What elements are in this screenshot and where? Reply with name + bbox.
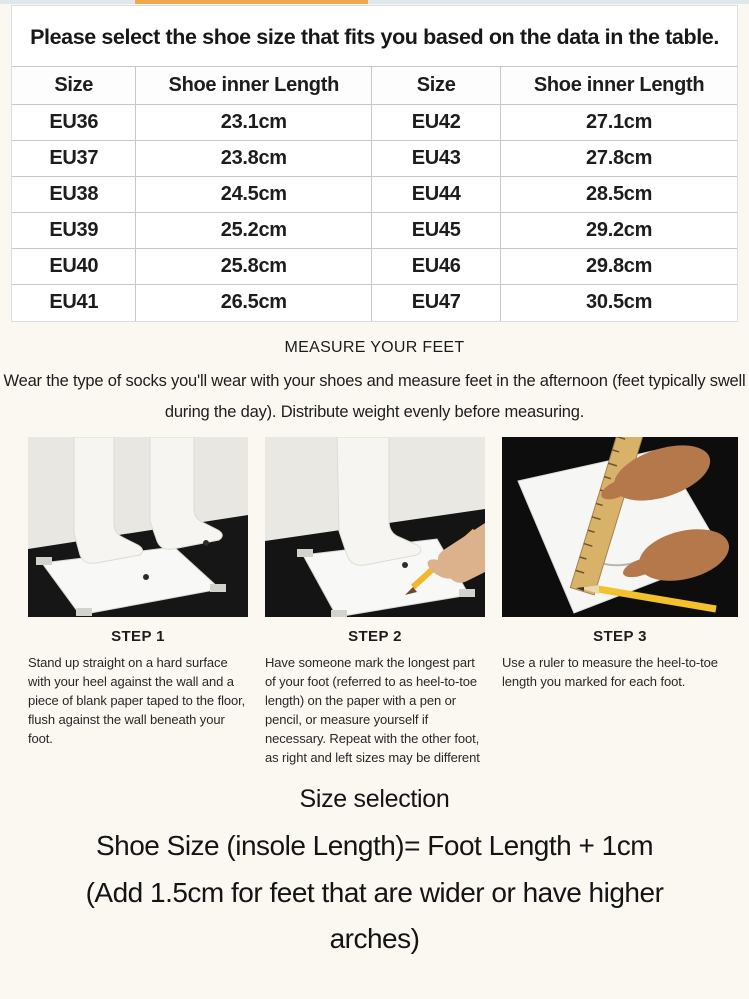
size-cell: EU44 <box>372 177 501 213</box>
step-2-column <box>265 437 485 767</box>
length-cell: 23.8cm <box>136 141 372 177</box>
length-cell: 26.5cm <box>136 285 372 321</box>
size-cell: EU40 <box>12 249 136 285</box>
length-cell: 30.5cm <box>501 285 737 321</box>
hands-measuring-with-ruler-photo <box>502 437 738 617</box>
size-cell: EU37 <box>12 141 136 177</box>
step-3-column <box>502 437 738 767</box>
length-cell: 27.1cm <box>501 105 737 141</box>
table-row <box>12 141 737 177</box>
size-cell: EU43 <box>372 141 501 177</box>
table-row <box>12 213 737 249</box>
size-cell: EU38 <box>12 177 136 213</box>
table-row <box>12 285 737 321</box>
column-header-length-left: Shoe inner Length <box>136 67 372 105</box>
table-row <box>12 177 737 213</box>
step-2-label: STEP 2 <box>348 627 402 645</box>
length-cell: 24.5cm <box>136 177 372 213</box>
measure-your-feet-heading: MEASURE YOUR FEET <box>284 338 465 356</box>
step-1-column <box>28 437 248 767</box>
size-cell: EU45 <box>372 213 501 249</box>
size-cell: EU47 <box>372 285 501 321</box>
table-row <box>12 105 737 141</box>
carousel-progress-strip <box>0 0 749 4</box>
step-3-label: STEP 3 <box>593 627 647 645</box>
size-cell: EU41 <box>12 285 136 321</box>
column-header-size-left: Size <box>12 67 136 105</box>
column-header-size-right: Size <box>372 67 501 105</box>
size-cell: EU36 <box>12 105 136 141</box>
size-table-title: Please select the shoe size that fits you based on the data in the table. <box>30 25 719 49</box>
length-cell: 29.8cm <box>501 249 737 285</box>
hand-marking-foot-with-pencil-photo <box>265 437 485 617</box>
measuring-steps-row <box>0 437 749 767</box>
step-1-description: Stand up straight on a hard surface with your heel against the wall and a piece of blank paper taped to the floor, flush against the wall beneath your foot. <box>28 654 246 746</box>
step-1-label: STEP 1 <box>111 627 165 645</box>
length-cell: 25.8cm <box>136 249 372 285</box>
size-cell: EU46 <box>372 249 501 285</box>
table-header-row <box>12 67 737 105</box>
length-cell: 29.2cm <box>501 213 737 249</box>
step-2-description: Have someone mark the longest part of your foot (referred to as heel-to-toe length) on the paper with a pen or pencil, or measure yourself if necessary. Repeat with the other foot, as right and left sizes may be different <box>265 654 480 765</box>
length-cell: 27.8cm <box>501 141 737 177</box>
shoe-size-table <box>12 66 737 321</box>
size-cell: EU39 <box>12 213 136 249</box>
length-cell: 28.5cm <box>501 177 737 213</box>
feet-standing-on-paper-photo <box>28 437 248 617</box>
size-table-card <box>11 5 738 322</box>
step-3-description: Use a ruler to measure the heel-to-toe length you marked for each foot. <box>502 654 718 689</box>
size-note-text: (Add 1.5cm for feet that are wider or have higher arches) <box>85 876 664 954</box>
carousel-progress-fill <box>135 0 368 4</box>
measure-intro-text: Wear the type of socks you'll wear with your shoes and measure feet in the afternoon (feet typically swell during the day). Distribute weight evenly before measuring. <box>3 371 746 421</box>
table-row <box>12 249 737 285</box>
size-selection-section <box>0 780 749 962</box>
size-formula-text: Shoe Size (insole Length)= Foot Length + 1cm <box>95 829 654 861</box>
size-cell: EU42 <box>372 105 501 141</box>
length-cell: 25.2cm <box>136 213 372 249</box>
column-header-length-right: Shoe inner Length <box>501 67 737 105</box>
size-selection-heading: Size selection <box>299 784 450 813</box>
length-cell: 23.1cm <box>136 105 372 141</box>
